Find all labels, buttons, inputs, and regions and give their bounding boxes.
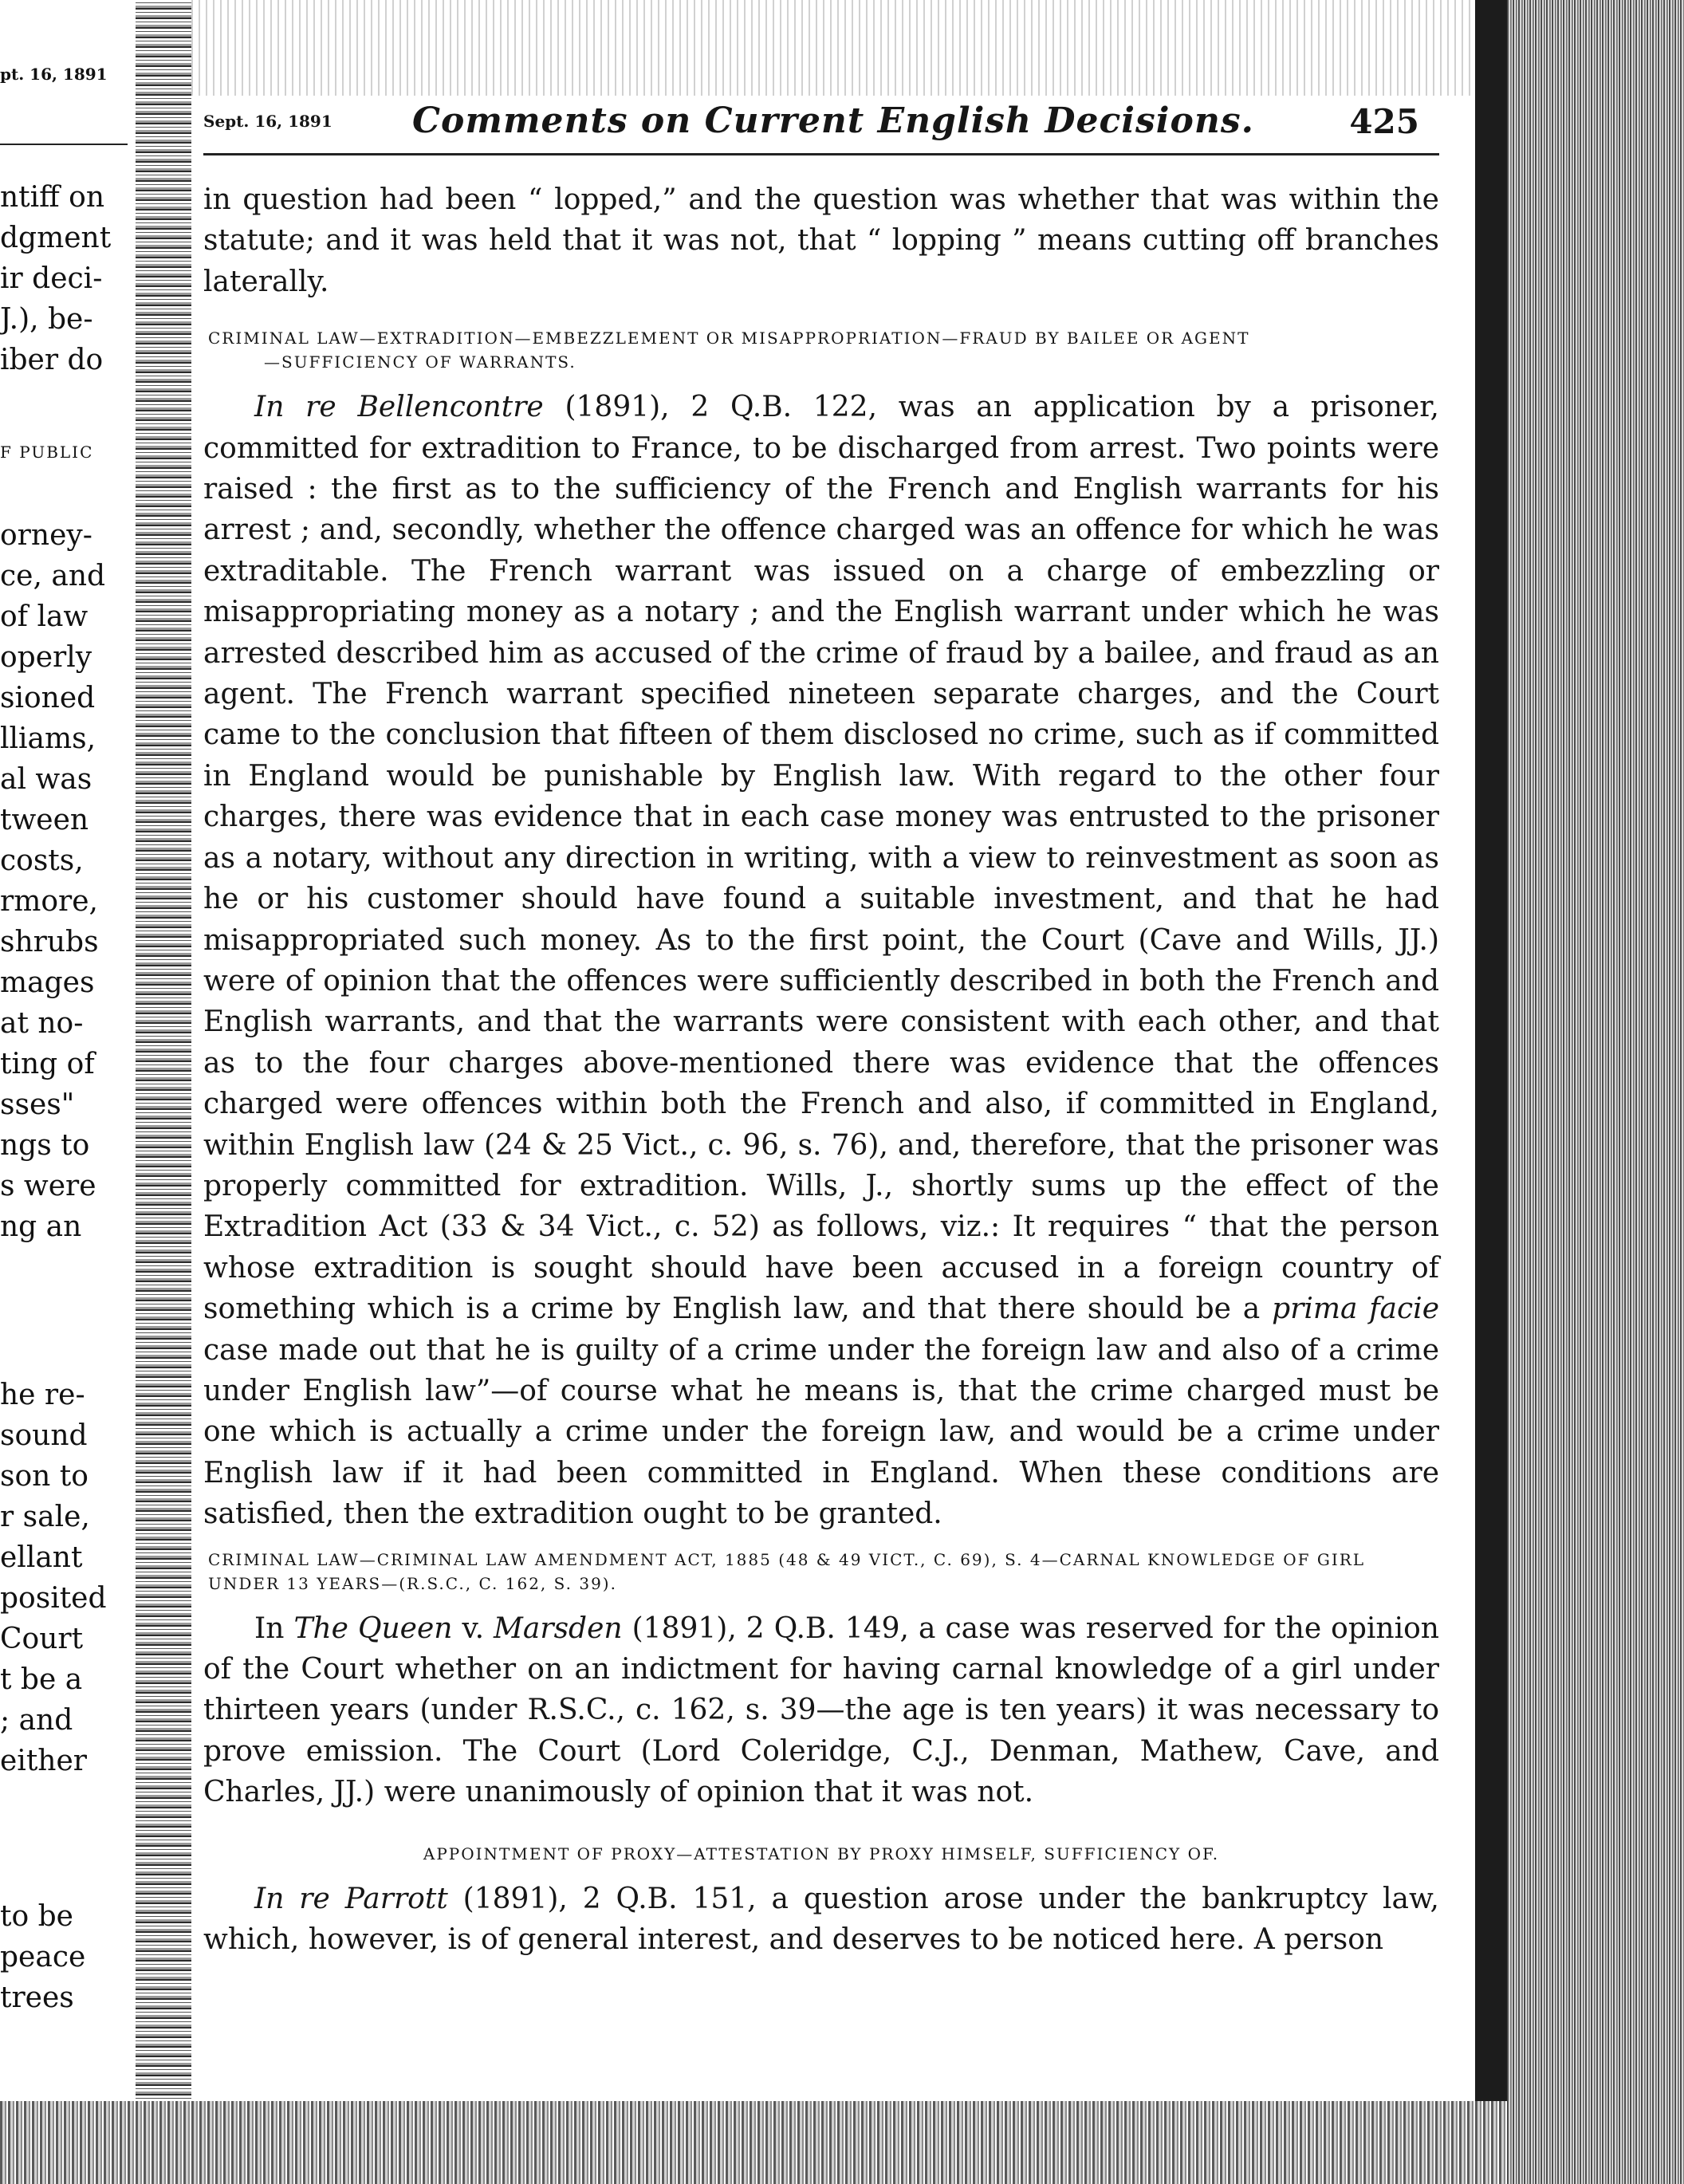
margin-line: sioned (0, 682, 96, 714)
margin-line: posited (0, 1582, 107, 1615)
margin-line: shrubs (0, 926, 99, 958)
margin-line: t be a (0, 1663, 83, 1696)
paragraph-text: case made out that he is guilty of a crime under the foreign law and also of a crime under English law”—of course what he means is, that the crime charged must be one which is actually a crime under the foreign law, and would be a crime under English law if it had been committed in England. When these conditions are satisfied, then the extradition ought to be granted. (203, 1333, 1439, 1531)
previous-page-lower-lines (0, 1375, 134, 1781)
margin-line: s were (0, 1170, 96, 1202)
margin-line: peace (0, 1941, 86, 1973)
margin-line: son to (0, 1460, 89, 1493)
margin-line: Court (0, 1623, 84, 1655)
margin-line: ting of (0, 1048, 95, 1080)
margin-line: of law (0, 600, 89, 633)
margin-line: dgment (0, 222, 112, 254)
margin-line: operly (0, 641, 92, 674)
paragraph-lopping: in question had been “ lopped,” and the question was whether that was within the statute; and it was held that it was not, that “ lopping ” means cutting off branches laterally. (203, 183, 1439, 298)
margin-line: ntiff on (0, 181, 105, 214)
margin-line: ellant (0, 1541, 83, 1574)
margin-line: sses" (0, 1088, 75, 1121)
previous-page-caps (0, 432, 134, 473)
page-number: 425 (1349, 102, 1419, 141)
margin-line: sound (0, 1419, 88, 1452)
heading-line: CRIMINAL LAW—EXTRADITION—EMBEZZLEMENT OR MISAPPROPRIATION—FRAUD BY BAILEE OR AGENT (208, 329, 1250, 348)
heading-line: CRIMINAL LAW—CRIMINAL LAW AMENDMENT ACT, 1885 (48 & 49 VICT., C. 69), S. 4—CARNAL KNOWLEDGE OF GIRL UNDER 13 YEARS—(R.S.C., C. 162, S. 39). (208, 1549, 1366, 1593)
margin-line: ; and (0, 1704, 73, 1737)
paragraph-text: v. (452, 1611, 494, 1645)
margin-line: iber do (0, 344, 104, 376)
case-name: The Queen (293, 1611, 453, 1645)
heading-line: —SUFFICIENCY OF WARRANTS. (264, 352, 576, 372)
margin-line: ir deci- (0, 262, 103, 295)
case-name: In re Parrott (254, 1882, 448, 1915)
page-body (203, 179, 1439, 1960)
scan-right-edge (1507, 0, 1684, 2184)
previous-page-middle-lines (0, 515, 134, 1247)
margin-line: he re- (0, 1379, 85, 1411)
margin-caps-line: F PUBLIC (0, 443, 94, 462)
previous-page-date: pt. 16, 1891 (0, 65, 108, 84)
previous-page-rule (0, 144, 128, 145)
paragraph-bellencontre (203, 387, 1439, 1534)
margin-line: r sale, (0, 1501, 90, 1533)
margin-line: ngs to (0, 1129, 90, 1162)
paragraph-text: (1891), 2 Q.B. 151, a question arose under the bankruptcy law, which, however, is of general interest, and deserves to be noticed here. A person (203, 1882, 1440, 1957)
scan-right-shadow (1475, 0, 1507, 2184)
margin-line: orney- (0, 519, 92, 552)
margin-line: ng an (0, 1210, 82, 1243)
margin-line: tween (0, 804, 89, 836)
header-date: Sept. 16, 1891 (203, 112, 332, 131)
margin-line: trees (0, 1981, 74, 2014)
header-rule (203, 153, 1439, 155)
margin-line: rmore, (0, 885, 98, 918)
margin-line: J.), be- (0, 303, 93, 336)
section-heading-proxy: APPOINTMENT OF PROXY—ATTESTATION BY PROXY HIMSELF, SUFFICIENCY OF. (423, 1844, 1220, 1863)
margin-line: at no- (0, 1007, 84, 1040)
scan-top-noise (191, 0, 1475, 96)
margin-line: lliams, (0, 722, 96, 755)
margin-line: to be (0, 1900, 73, 1933)
scan-bottom-noise (0, 2101, 1507, 2184)
previous-page-bottom-lines (0, 1896, 134, 2018)
section-heading-carnal-knowledge (203, 1548, 1439, 1596)
margin-line: ce, and (0, 560, 106, 592)
running-title: Comments on Current English Decisions. (412, 100, 1254, 141)
case-name: In re Bellencontre (254, 391, 544, 424)
margin-line: costs, (0, 844, 84, 877)
previous-page-top-lines (0, 177, 134, 380)
italic-term: prima facie (1272, 1293, 1440, 1326)
margin-line: either (0, 1745, 87, 1777)
paragraph-text: In (254, 1611, 294, 1645)
paragraph-marsden (203, 1608, 1439, 1813)
section-heading-extradition (203, 326, 1439, 374)
margin-line: mages (0, 966, 95, 999)
paragraph-parrott (203, 1879, 1439, 1961)
paragraph-text: (1891), 2 Q.B. 149, a case was reserved for the opinion of the Court whether on an indictment for having carnal knowledge of a girl under thirteen years (under R.S.C., c. 162, s. 39—the age is ten years) it was necessary to prove emission. The Court (Lord Coleridge, C.J., Denman, Mathew, Cave, and Charles, JJ.) were unanimously of opinion that it was not. (203, 1611, 1439, 1809)
paragraph-text: (1891), 2 Q.B. 122, was an application by a prisoner, committed for extradition to France, to be discharged from arrest. Two points were raised : the first as to the sufficiency of the French and English warrants for his arrest ; and, secondly, whether the offence charged was an offence for which he was extraditable. The French warrant was issued on a charge of embezzling or misappropriating money as a notary ; and the English warrant under which he was arrested described him as accused of the crime of fraud by a bailee, and fraud as an agent. The French warrant specified nineteen separate charges, and the Court came to the conclusion that fifteen of them disclosed no crime, such as if committed in England would be punishable by English law. With regard to the other four charges, there was evidence that in each case money was entrusted to the prisoner as a notary, without any direction in writing, with a view to reinvestment as soon as he or his customer should have found a suitable investment, and that he had misappropriated such money. As to the first point, the Court (Cave and Wills, JJ.) were of opinion that the offences were sufficiently described in both the French and English warrants, and that the warrants were consistent with each other, and that as to the four charges above-mentioned there was evidence that the offences charged were offences within both the French and also, if committed in England, within English law (24 & 25 Vict., c. 96, s. 76), and, therefore, that the prisoner was properly committed for extradition. Wills, J., shortly sums up the effect of the Extradition Act (33 & 34 Vict., c. 52) as follows, viz.: It requires “ that the person whose extradition is sought should have been accused in a foreign country of something which is a crime by English law, and that there should be a (203, 391, 1439, 1326)
book-spine-shadow (136, 0, 191, 2184)
case-name: Marsden (494, 1611, 623, 1645)
margin-line: al was (0, 763, 92, 796)
running-header (203, 100, 1463, 148)
